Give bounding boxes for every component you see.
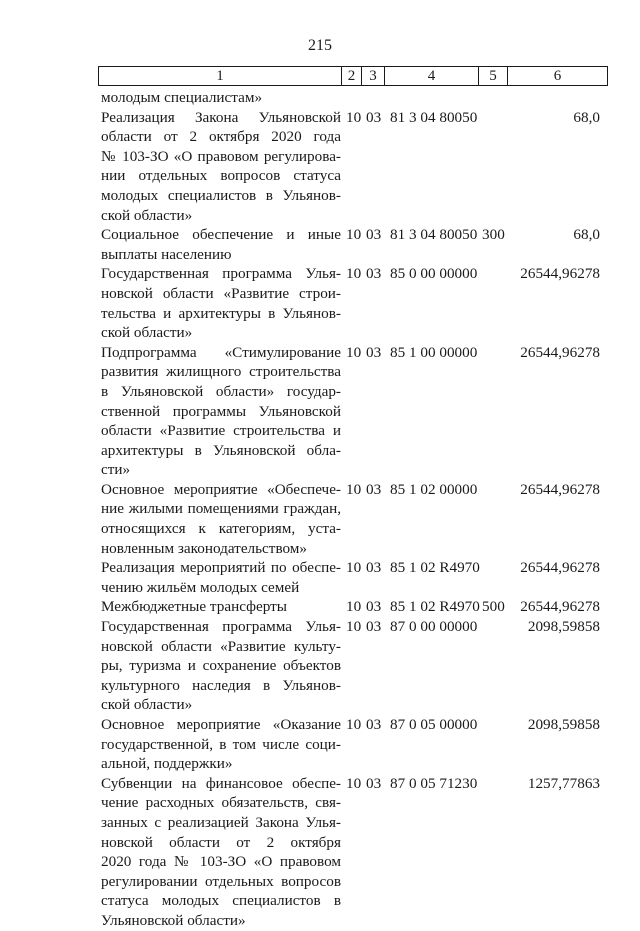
table-row bbox=[0, 108, 640, 226]
description-line: молодых специалистов в Ульянов- bbox=[101, 186, 341, 204]
table-row bbox=[0, 597, 640, 617]
description-line: ской области» bbox=[101, 324, 193, 342]
description-line: молодым специалистам» bbox=[101, 89, 263, 106]
description-line: чение расходных обязательств, свя- bbox=[101, 794, 341, 812]
section-code: 10 bbox=[346, 343, 362, 361]
amount: 68,0 bbox=[573, 226, 600, 244]
table-row bbox=[0, 264, 640, 342]
description-line: области от 2 октября 2020 года bbox=[101, 128, 341, 146]
description-line: тельства и архитектуры в Ульянов- bbox=[101, 304, 341, 322]
amount: 26544,96278 bbox=[520, 559, 600, 577]
target-article-code: 87 0 00 00000 bbox=[390, 618, 478, 636]
description-line: относящихся к категориям, уста- bbox=[101, 520, 341, 538]
column-header-row bbox=[98, 66, 608, 86]
description-line: ние жилыми помещениями граждан, bbox=[101, 500, 341, 518]
row-description bbox=[101, 108, 341, 226]
subsection-code: 03 bbox=[366, 716, 382, 733]
row-description bbox=[101, 480, 341, 558]
subsection-code: 03 bbox=[366, 774, 382, 792]
amount: 26544,96278 bbox=[520, 343, 600, 361]
description-line: Межбюджетные трансферты bbox=[101, 598, 287, 616]
amount: 2098,59858 bbox=[527, 716, 600, 733]
row-description bbox=[101, 225, 341, 264]
description-line: Подпрограмма «Стимулирование bbox=[101, 343, 341, 361]
description-line: новской области «Развитие строи- bbox=[101, 284, 341, 302]
row-description bbox=[101, 617, 341, 715]
section-code: 10 bbox=[346, 226, 362, 244]
row-description bbox=[101, 597, 341, 617]
description-line: Государственная программа Улья- bbox=[101, 618, 341, 636]
table-row bbox=[0, 343, 640, 480]
subsection-code: 03 bbox=[366, 559, 382, 577]
expense-type-code: 300 bbox=[482, 226, 505, 244]
section-code: 10 bbox=[346, 480, 362, 498]
target-article-code: 85 1 02 R4970 bbox=[390, 559, 480, 577]
row-description bbox=[101, 774, 341, 931]
description-line: альной, поддержки» bbox=[101, 755, 233, 773]
target-article-code: 87 0 05 71230 bbox=[390, 774, 478, 792]
expense-type-code: 500 bbox=[482, 598, 505, 616]
table-row bbox=[0, 774, 640, 931]
table-row bbox=[0, 480, 640, 558]
description-line: Ульяновской области» bbox=[101, 911, 246, 929]
subsection-code: 03 bbox=[366, 618, 382, 636]
subsection-code: 03 bbox=[366, 265, 382, 283]
description-line: статуса молодых специалистов в bbox=[101, 892, 341, 910]
subsection-code: 03 bbox=[366, 343, 382, 361]
table-row bbox=[0, 715, 640, 774]
description-line: области «Развитие строительства и bbox=[101, 422, 341, 440]
amount: 26544,96278 bbox=[520, 480, 600, 498]
description-line: в Ульяновской области» государ- bbox=[101, 382, 341, 400]
amount: 68,0 bbox=[573, 108, 600, 126]
row-description bbox=[101, 88, 341, 108]
row-description bbox=[101, 343, 341, 480]
section-code: 10 bbox=[346, 265, 362, 283]
description-line: архитектуры в Ульяновской обла- bbox=[101, 441, 341, 459]
target-article-code: 85 1 02 00000 bbox=[390, 480, 478, 498]
table-row bbox=[0, 558, 640, 597]
subsection-code: 03 bbox=[366, 480, 382, 498]
section-code: 10 bbox=[346, 716, 362, 733]
description-line: ской области» bbox=[101, 696, 193, 714]
subsection-code: 03 bbox=[366, 108, 382, 126]
subsection-code: 03 bbox=[366, 226, 382, 244]
page-number: 215 bbox=[308, 37, 332, 54]
description-line: Реализация Закона Ульяновской bbox=[101, 108, 341, 126]
target-article-code: 81 3 04 80050 bbox=[390, 108, 478, 126]
description-line: Основное мероприятие «Обеспече- bbox=[101, 480, 341, 498]
description-line: Социальное обеспечение и иные bbox=[101, 226, 341, 244]
amount: 26544,96278 bbox=[520, 598, 600, 616]
description-line: Реализация мероприятий по обеспе- bbox=[101, 559, 341, 577]
header-col-2: 2 bbox=[342, 67, 362, 86]
target-article-code: 85 0 00 00000 bbox=[390, 265, 478, 283]
subsection-code: 03 bbox=[366, 598, 382, 616]
section-code: 10 bbox=[346, 618, 362, 636]
description-line: ственной программы Ульяновской bbox=[101, 402, 341, 420]
section-code: 10 bbox=[346, 559, 362, 577]
description-line: новской области «Развитие культу- bbox=[101, 637, 341, 655]
table-row bbox=[0, 225, 640, 264]
description-line: выплаты населению bbox=[101, 245, 232, 263]
target-article-code: 81 3 04 80050 bbox=[390, 226, 478, 244]
description-line: занных с реализацией Закона Улья- bbox=[101, 813, 341, 831]
row-description bbox=[101, 715, 341, 774]
budget-table-body bbox=[0, 88, 640, 931]
target-article-code: 87 0 05 00000 bbox=[390, 716, 478, 733]
description-line: сти» bbox=[101, 461, 131, 479]
description-line: ры, туризма и сохранение объектов bbox=[101, 657, 341, 675]
header-col-1: 1 bbox=[99, 67, 342, 86]
description-line: новской области от 2 октября bbox=[101, 833, 341, 851]
row-description bbox=[101, 558, 341, 597]
row-description bbox=[101, 264, 341, 342]
description-line: № 103-ЗО «О правовом регулирова- bbox=[101, 147, 341, 165]
target-article-code: 85 1 00 00000 bbox=[390, 343, 478, 361]
description-line: Субвенции на финансовое обеспе- bbox=[101, 774, 341, 792]
header-col-3: 3 bbox=[362, 67, 385, 86]
description-line: ской области» bbox=[101, 206, 193, 224]
header-col-5: 5 bbox=[479, 67, 508, 86]
table-row bbox=[0, 88, 640, 108]
description-line: 2020 года № 103-ЗО «О правовом bbox=[101, 853, 341, 871]
description-line: Основное мероприятие «Оказание bbox=[101, 716, 341, 733]
amount: 26544,96278 bbox=[520, 265, 600, 283]
description-line: культурного наследия в Ульянов- bbox=[101, 676, 341, 694]
section-code: 10 bbox=[346, 598, 362, 616]
header-col-6: 6 bbox=[508, 67, 608, 86]
amount: 2098,59858 bbox=[527, 618, 600, 636]
description-line: развития жилищного строительства bbox=[101, 363, 341, 381]
description-line: новленным законодательством» bbox=[101, 539, 308, 557]
header-col-4: 4 bbox=[385, 67, 479, 86]
amount: 1257,77863 bbox=[527, 774, 600, 792]
description-line: Государственная программа Улья- bbox=[101, 265, 341, 283]
section-code: 10 bbox=[346, 108, 362, 126]
target-article-code: 85 1 02 R4970 bbox=[390, 598, 480, 616]
description-line: чению жильём молодых семей bbox=[101, 578, 300, 596]
section-code: 10 bbox=[346, 774, 362, 792]
description-line: государственной, в том числе соци- bbox=[101, 735, 341, 753]
description-line: нии отдельных вопросов статуса bbox=[101, 167, 341, 185]
description-line: регулировании отдельных вопросов bbox=[101, 872, 341, 890]
table-row bbox=[0, 617, 640, 715]
